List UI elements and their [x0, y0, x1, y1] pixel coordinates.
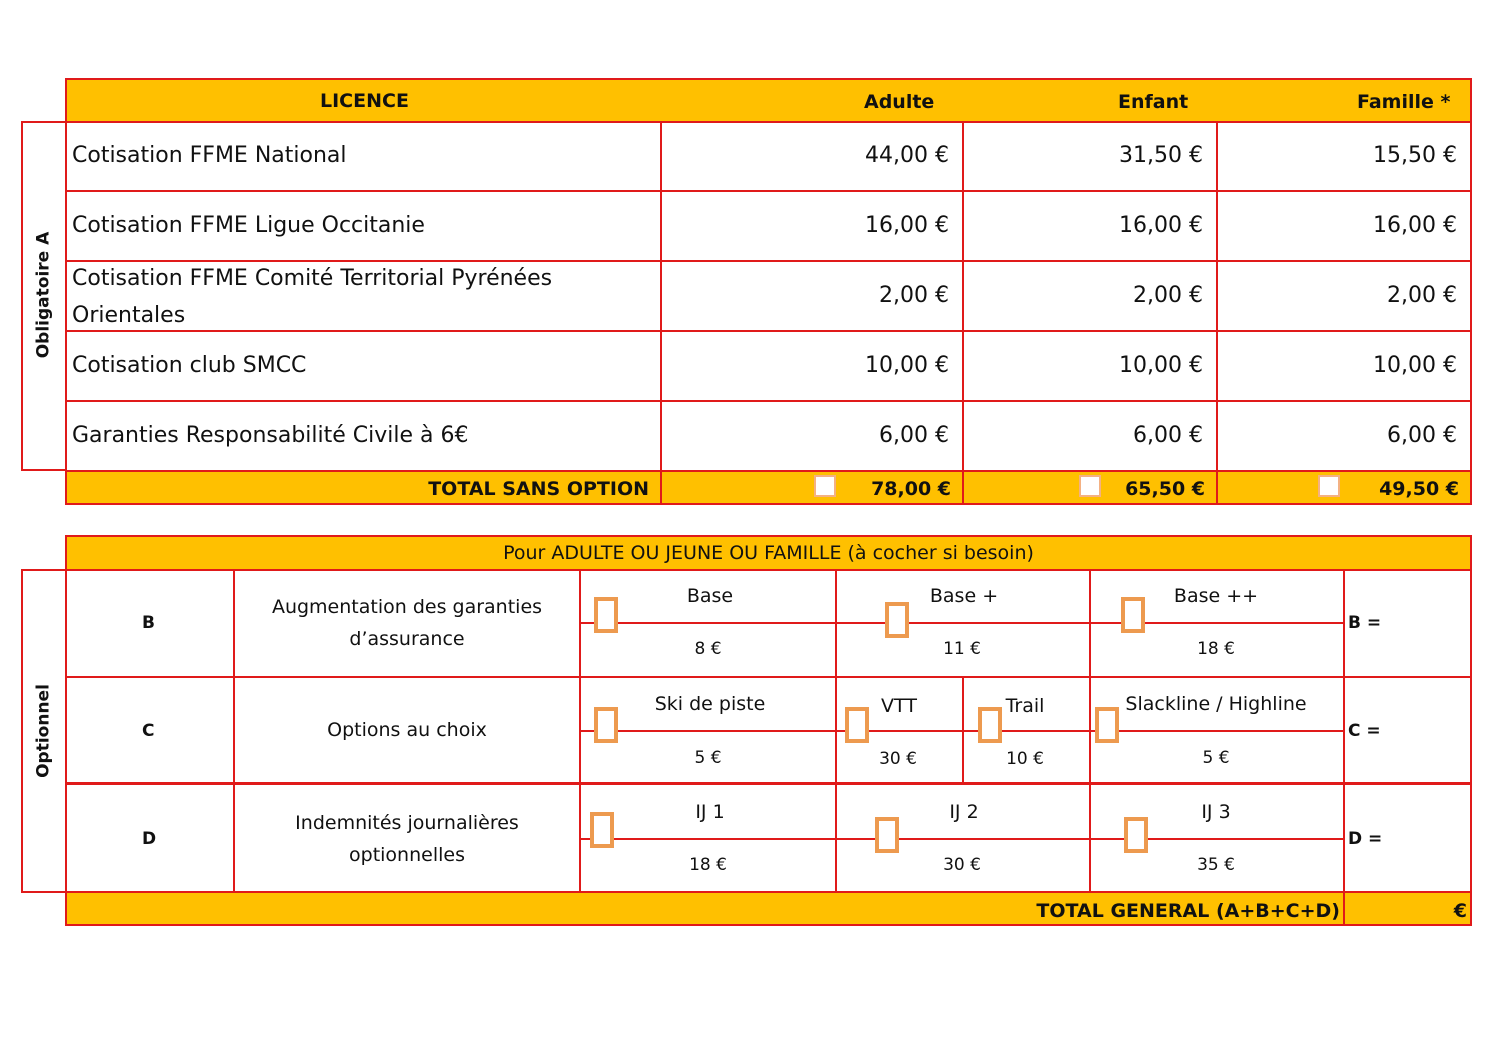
option-slackline-price: 5 € [1202, 748, 1230, 768]
licence-row-adulte: 2,00 € [879, 283, 949, 308]
options-header: Pour ADULTE OU JEUNE OU FAMILLE (à cocher si besoin) [503, 542, 1034, 564]
optionnel-side-label: Optionnel [33, 684, 54, 778]
licence-row-enfant: 6,00 € [1133, 423, 1203, 448]
row-b-result: B = [1348, 613, 1382, 633]
option-base-plus-plus-name: Base ++ [1173, 585, 1259, 607]
licence-row-famille: 10,00 € [1373, 353, 1457, 378]
licence-header-bar [65, 78, 1472, 122]
licence-row-label: Garanties Responsabilité Civile à 6€ [72, 423, 469, 448]
row-b-code: B [142, 613, 155, 633]
option-trail-price: 10 € [1006, 749, 1044, 769]
total-enfant: 65,50 € [1125, 478, 1205, 500]
licence-row-enfant: 16,00 € [1119, 213, 1203, 238]
licence-row-enfant: 10,00 € [1119, 353, 1203, 378]
row-c-description: Options au choix [327, 719, 487, 741]
row-d-result: D = [1348, 829, 1383, 849]
licence-total-bar [65, 471, 1472, 505]
option-trail-checkbox[interactable] [978, 707, 1002, 743]
total-general-label: TOTAL GENERAL (A+B+C+D) [1036, 900, 1340, 922]
option-ski-name: Ski de piste [654, 693, 766, 715]
total-famille: 49,50 € [1379, 478, 1459, 500]
option-slackline-checkbox[interactable] [1095, 707, 1119, 743]
option-base-price: 8 € [694, 639, 722, 659]
adulte-checkbox[interactable] [814, 475, 836, 497]
option-vtt-price: 30 € [879, 749, 917, 769]
total-sans-option-label: TOTAL SANS OPTION [428, 478, 649, 500]
licence-row-label-cont: Orientales [72, 303, 186, 328]
option-ij1-checkbox[interactable] [590, 812, 614, 848]
licence-title: LICENCE [320, 90, 409, 112]
licence-row-famille: 16,00 € [1373, 213, 1457, 238]
option-base-plus-plus-price: 18 € [1197, 639, 1235, 659]
option-ij3-checkbox[interactable] [1124, 817, 1148, 853]
licence-row-famille: 2,00 € [1387, 283, 1457, 308]
option-base-plus-name: Base + [929, 585, 999, 607]
option-base-plus-plus-checkbox[interactable] [1121, 597, 1145, 633]
licence-row-label: Cotisation FFME Comité Territorial Pyrénées [72, 266, 553, 291]
licence-row-label: Cotisation FFME Ligue Occitanie [72, 213, 425, 238]
col-adulte-header: Adulte [864, 91, 935, 113]
licence-row-adulte: 10,00 € [865, 353, 949, 378]
row-c-result: C = [1348, 721, 1381, 741]
col-enfant-header: Enfant [1118, 91, 1189, 113]
option-ij3-name: IJ 3 [1201, 801, 1231, 823]
licence-row-label: Cotisation club SMCC [72, 353, 307, 378]
option-ij2-checkbox[interactable] [875, 817, 899, 853]
licence-row-famille: 15,50 € [1373, 143, 1457, 168]
obligatoire-side-label: Obligatoire A [33, 231, 54, 359]
option-ski-checkbox[interactable] [594, 707, 618, 743]
total-general-value: € [1453, 900, 1467, 922]
total-adulte: 78,00 € [871, 478, 951, 500]
option-vtt-checkbox[interactable] [845, 707, 869, 743]
option-base-plus-price: 11 € [943, 639, 981, 659]
option-ski-price: 5 € [694, 748, 722, 768]
licence-row-famille: 6,00 € [1387, 423, 1457, 448]
option-trail-name: Trail [1005, 695, 1045, 717]
famille-checkbox[interactable] [1318, 475, 1340, 497]
col-famille-header: Famille * [1357, 91, 1451, 113]
licence-row-enfant: 2,00 € [1133, 283, 1203, 308]
option-ij3-price: 35 € [1197, 855, 1235, 875]
option-ij2-name: IJ 2 [949, 801, 979, 823]
option-ij1-name: IJ 1 [695, 801, 725, 823]
option-slackline-name: Slackline / Highline [1125, 693, 1307, 715]
option-base-name: Base [686, 585, 734, 607]
option-ij2-price: 30 € [943, 855, 981, 875]
licence-row-adulte: 16,00 € [865, 213, 949, 238]
option-base-plus-checkbox[interactable] [885, 602, 909, 638]
enfant-checkbox[interactable] [1079, 475, 1101, 497]
row-d-code: D [142, 829, 157, 849]
option-base-checkbox[interactable] [594, 597, 618, 633]
licence-row-adulte: 6,00 € [879, 423, 949, 448]
licence-row-adulte: 44,00 € [865, 143, 949, 168]
option-vtt-name: VTT [881, 695, 917, 717]
row-c-code: C [142, 721, 155, 741]
licence-row-label: Cotisation FFME National [72, 143, 347, 168]
row-d-description: Indemnités journalières optionnelles [295, 812, 519, 866]
licence-row-enfant: 31,50 € [1119, 143, 1203, 168]
option-ij1-price: 18 € [689, 855, 727, 875]
row-b-description: Augmentation des garanties d’assurance [271, 596, 543, 650]
